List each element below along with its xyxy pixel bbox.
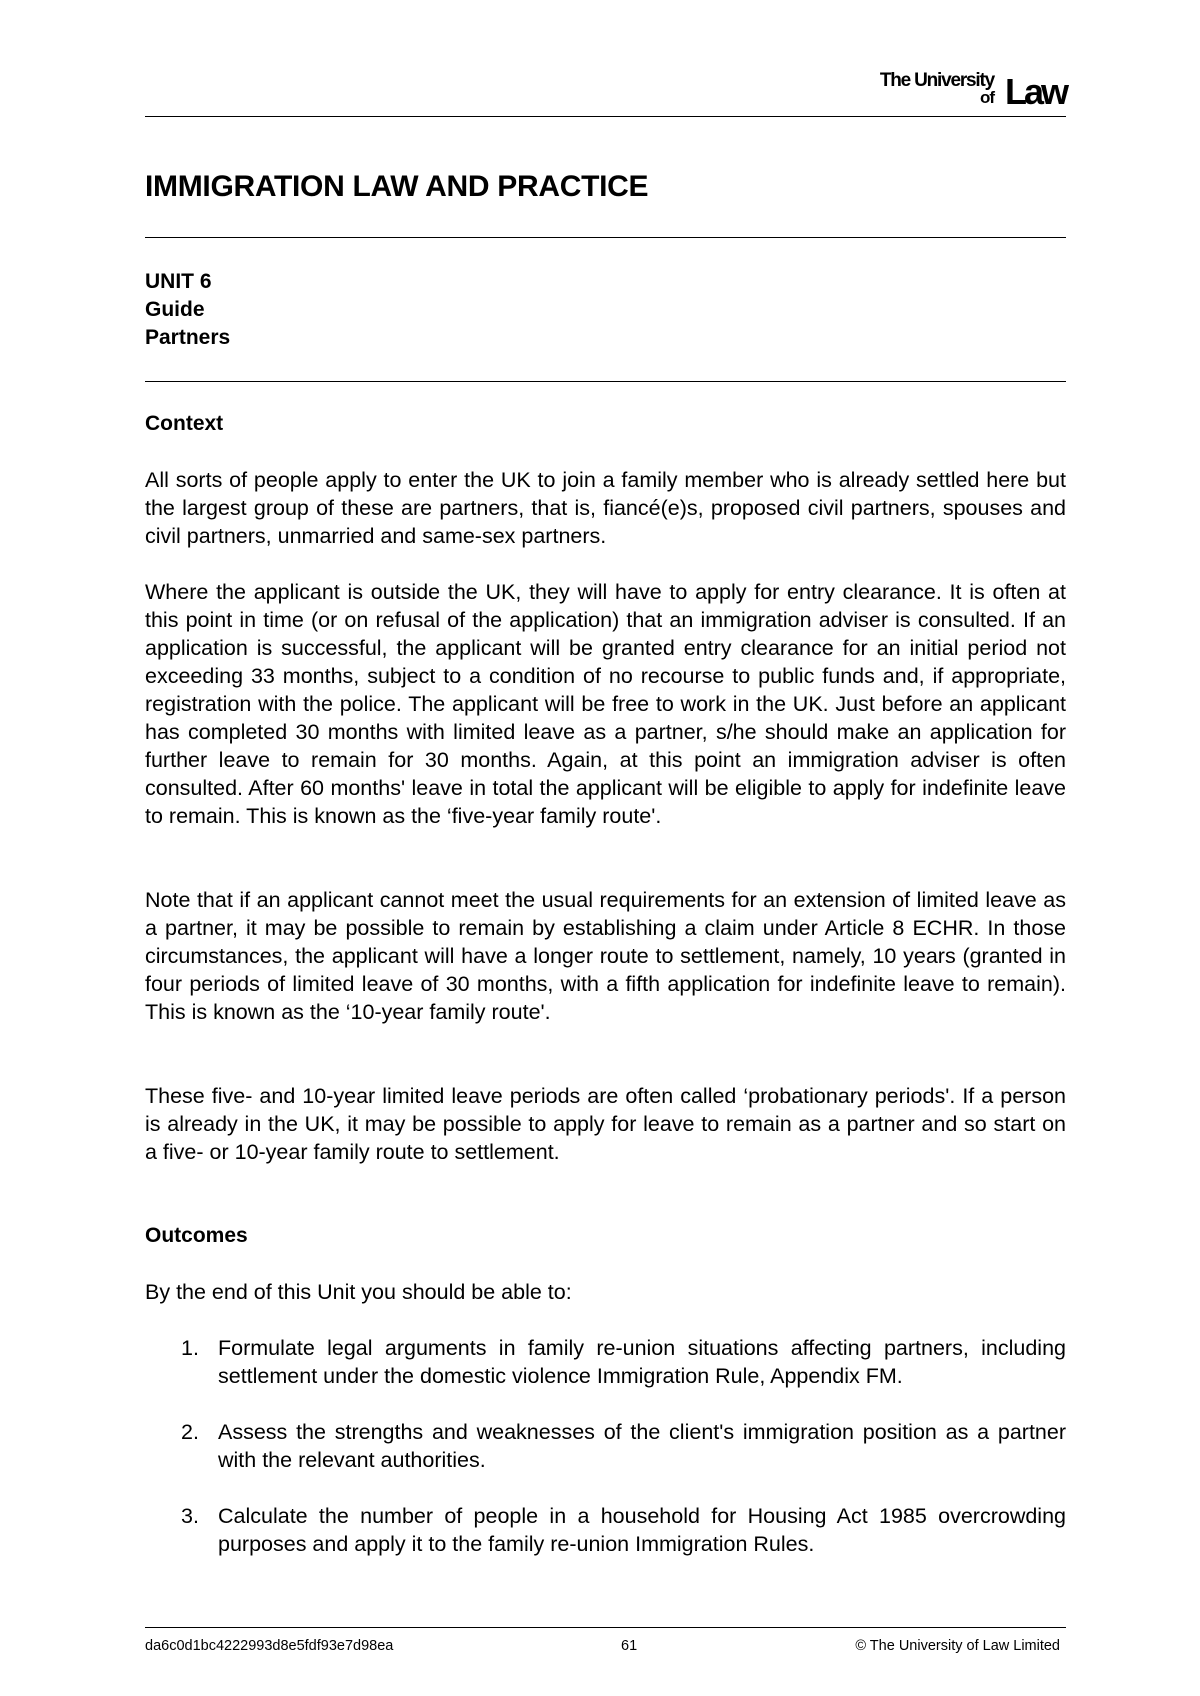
context-paragraph-2: Where the applicant is outside the UK, they will have to apply for entry clearance. It is often at this point in time (or on refusal of the application) that an immigration adviser is consulted. If an application is successful, the applicant will be granted entry clearance for an initial period not exceeding 33 months, subject to a condition of no recourse to public funds and, if appropriate, registration with the police. The applicant will be free to work in the UK. Just before an applicant has completed 30 months with limited leave as a partner, s/he should make an application for further leave to remain for 30 months. Again, at this point an immigration adviser is often consulted. After 60 months' leave in total the applicant will be eligible to apply for indefinite leave to remain. This is known as the ‘five-year family route'. (145, 580, 1066, 828)
outcomes-intro: By the end of this Unit you should be able to: (145, 1280, 572, 1304)
outcomes-heading: Outcomes (145, 1224, 248, 1247)
list-item (145, 1418, 1066, 1474)
footer-page-number: 61 (621, 1638, 638, 1654)
list-item-text: Assess the strengths and weaknesses of the client's immigration position as a partner with the relevant authorities. (218, 1420, 1066, 1472)
header-divider (145, 116, 1066, 117)
unit-divider (145, 381, 1066, 382)
list-item-text: Formulate legal arguments in family re-union situations affecting partners, including settlement under the domestic violence Immigration Rule, Appendix FM. (218, 1336, 1066, 1388)
title-divider (145, 237, 1066, 238)
page-title: IMMIGRATION LAW AND PRACTICE (145, 170, 649, 203)
list-item-text: Calculate the number of people in a household for Housing Act 1985 overcrowding purposes and apply it to the family re-union Immigration Rules. (218, 1504, 1066, 1556)
unit-topic: Partners (145, 326, 231, 349)
outcomes-list (145, 1334, 1066, 1558)
footer-doc-id: da6c0d1bc4222993d8e5fdf93e7d98ea (145, 1638, 394, 1654)
unit-type: Guide (145, 298, 205, 321)
footer-copyright: © The University of Law Limited (855, 1638, 1060, 1654)
list-item-number: 2. (181, 1420, 199, 1444)
footer-divider (145, 1627, 1066, 1628)
unit-info (145, 268, 230, 352)
university-logo (856, 70, 1066, 110)
list-item-number: 1. (181, 1336, 199, 1360)
list-item-number: 3. (181, 1504, 199, 1528)
logo-law: Law (1004, 71, 1066, 112)
context-paragraph-1: All sorts of people apply to enter the UK to join a family member who is already settled here but the largest group of these are partners, that is, fiancé(e)s, proposed civil partners, spouses and civil partners, unmarried and same-sex partners. (145, 468, 1066, 548)
context-paragraph-4: These five- and 10-year limited leave periods are often called ‘probationary periods'. If a person is already in the UK, it may be possible to apply for leave to remain as a partner and so start on a five- or 10-year family route to settlement. (145, 1084, 1066, 1164)
logo-line1: The University (879, 70, 994, 91)
list-item (145, 1502, 1066, 1558)
context-heading: Context (145, 412, 224, 435)
unit-number: UNIT 6 (145, 270, 212, 293)
context-paragraph-3: Note that if an applicant cannot meet the usual requirements for an extension of limited leave as a partner, it may be possible to remain by establishing a claim under Article 8 ECHR. In those circumstances, the applicant will have a longer route to settlement, namely, 10 years (granted in four periods of limited leave of 30 months, with a fifth application for indefinite leave to remain). This is known as the ‘10-year family route'. (145, 888, 1066, 1024)
logo-line2: of (979, 88, 994, 107)
list-item (145, 1334, 1066, 1390)
